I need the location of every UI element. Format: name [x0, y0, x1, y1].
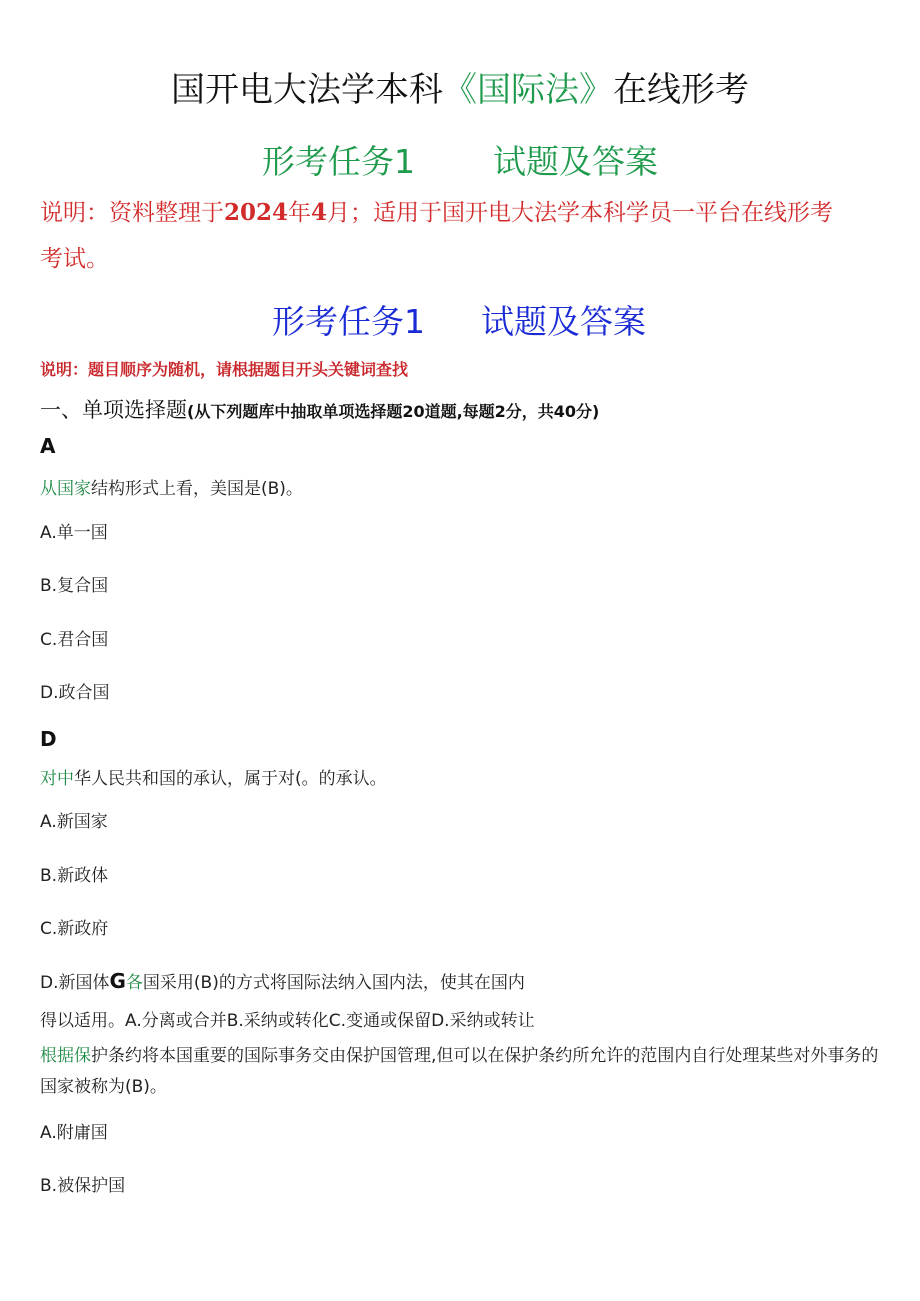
section-heading	[40, 394, 599, 424]
random-order-note: 说明：题目顺序为随机，请根据题目开头关键词查找	[40, 360, 409, 379]
group-letter-d: D	[40, 727, 57, 751]
option: B.新政体	[40, 866, 109, 886]
task-heading-blue	[272, 296, 646, 343]
task-heading-green-task: 形考任务1	[262, 142, 415, 181]
note-line-1	[40, 194, 833, 227]
option: A.单一国	[40, 523, 108, 543]
question-text: 护条约将本国重要的国际事务交由保护国管理,但可以在保护条约所允许的范围内自行处理某些对外事务的国家被称为(B)。	[40, 1046, 879, 1097]
option-text: D.新国体	[40, 973, 110, 993]
section-description: (从下列题库中抽取单项选择题20道题,每题2分，共40分)	[187, 402, 600, 421]
question-text: 结构形式上看，美国是(B)。	[91, 479, 303, 499]
option: A.附庸国	[40, 1123, 108, 1143]
option: C.君合国	[40, 630, 109, 650]
option: B.复合国	[40, 576, 109, 596]
option: C.新政府	[40, 919, 109, 939]
question-1	[40, 474, 303, 499]
question-keyword: 对中	[40, 769, 74, 789]
question-keyword: 各	[125, 973, 143, 993]
note-year: 2024	[224, 199, 289, 226]
title-suffix: 在线形考	[613, 70, 749, 110]
task-heading-blue-answers: 试题及答案	[481, 302, 646, 341]
note-text: 年	[288, 200, 312, 226]
document-title	[0, 62, 920, 111]
note-line-2: 考试。	[40, 246, 109, 272]
question-options-inline: 得以适用。A.分离或合并B.采纳或转化C.变通或保留D.采纳或转让	[40, 1011, 535, 1031]
question-keyword: 从国家	[40, 479, 91, 499]
question-text: 华人民共和国的承认，属于对(。的承认。	[74, 769, 387, 789]
note-text: 说明：资料整理于	[40, 200, 224, 226]
note-month: 4	[311, 199, 328, 226]
title-course-name: 《国际法》	[443, 70, 613, 110]
note-text: 月；适用于国开电大法学本科学员一平台在线形考	[327, 200, 834, 226]
group-letter-g: G	[109, 969, 126, 993]
option-merged-line	[40, 968, 525, 993]
option: B.被保护国	[40, 1176, 126, 1196]
task-heading-blue-task: 形考任务1	[272, 302, 425, 341]
question-3	[40, 1041, 880, 1103]
task-heading-green-answers: 试题及答案	[493, 142, 658, 181]
question-2	[40, 764, 387, 789]
option: D.政合国	[40, 683, 110, 703]
option: A.新国家	[40, 812, 108, 832]
title-prefix: 国开电大法学本科	[171, 70, 443, 110]
question-text: 国采用(B)的方式将国际法纳入国内法，使其在国内	[142, 973, 525, 993]
section-title: 一、单项选择题	[40, 398, 187, 422]
group-letter-a: A	[40, 434, 56, 458]
task-heading-green	[262, 136, 658, 183]
question-keyword: 根据保	[40, 1046, 91, 1066]
